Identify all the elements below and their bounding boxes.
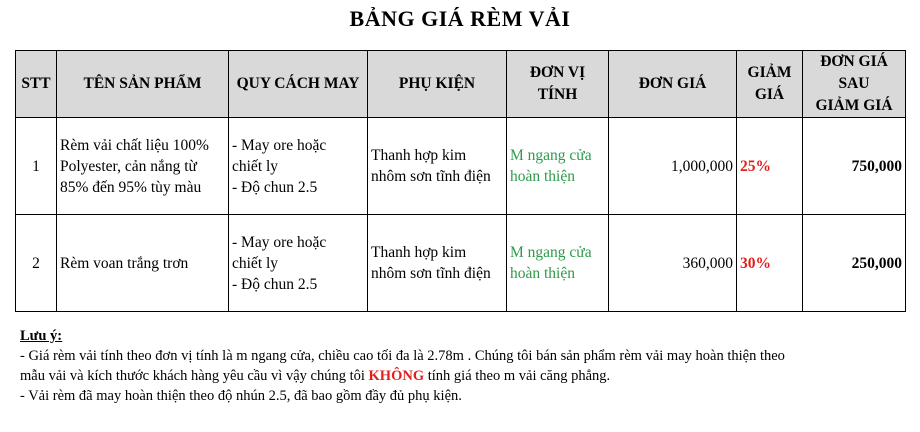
table-row [16, 215, 906, 312]
cell-stt: 2 [16, 215, 57, 312]
header-unit: ĐƠN VỊ TÍNH [507, 51, 609, 118]
cell-discount: 30% [737, 215, 803, 312]
note-line: mẫu vải và kích thước khách hàng yêu cầu vì vậy chúng tôi KHÔNG tính giá theo m vải căng phẳng. [20, 368, 611, 384]
table-row [16, 118, 906, 215]
cell-accessory: Thanh hợp kim nhôm sơn tĩnh điện [368, 118, 507, 215]
cell-final-price: 750,000 [803, 118, 906, 215]
cell-product: Rèm voan trắng trơn [57, 215, 229, 312]
cell-spec: - May ore hoặc chiết ly - Độ chun 2.5 [229, 118, 368, 215]
cell-product: Rèm vải chất liệu 100% Polyester, cản nắng từ 85% đến 95% tùy màu [57, 118, 229, 215]
table-header-row [16, 51, 906, 118]
header-discount: GIẢM GIÁ [737, 51, 803, 118]
header-final-price: ĐƠN GIÁ SAU GIẢM GIÁ [803, 51, 906, 118]
cell-price: 360,000 [609, 215, 737, 312]
cell-unit: M ngang cửa hoàn thiện [507, 215, 609, 312]
page-title: BẢNG GIÁ RÈM VẢI [349, 6, 571, 31]
note-line: - Vải rèm đã may hoàn thiện theo độ nhún 2.5, đã bao gồm đầy đủ phụ kiện. [20, 388, 462, 404]
cell-spec: - May ore hoặc chiết ly - Độ chun 2.5 [229, 215, 368, 312]
note-section [20, 326, 910, 406]
header-accessory: PHỤ KIỆN [368, 51, 507, 118]
cell-price: 1,000,000 [609, 118, 737, 215]
cell-discount: 25% [737, 118, 803, 215]
price-table [15, 50, 906, 312]
header-stt: STT [16, 51, 57, 118]
cell-accessory: Thanh hợp kim nhôm sơn tĩnh điện [368, 215, 507, 312]
cell-final-price: 250,000 [803, 215, 906, 312]
cell-unit: M ngang cửa hoàn thiện [507, 118, 609, 215]
cell-stt: 1 [16, 118, 57, 215]
note-line: - Giá rèm vải tính theo đơn vị tính là m ngang cửa, chiều cao tối đa là 2.78m . Chúng tôi bán sản phẩm rèm vải may hoàn thiện theo [20, 348, 785, 364]
header-price: ĐƠN GIÁ [609, 51, 737, 118]
note-heading: Lưu ý: [20, 328, 63, 344]
header-product: TÊN SẢN PHẨM [57, 51, 229, 118]
header-spec: QUY CÁCH MAY [229, 51, 368, 118]
note-emphasis: KHÔNG [368, 368, 425, 384]
